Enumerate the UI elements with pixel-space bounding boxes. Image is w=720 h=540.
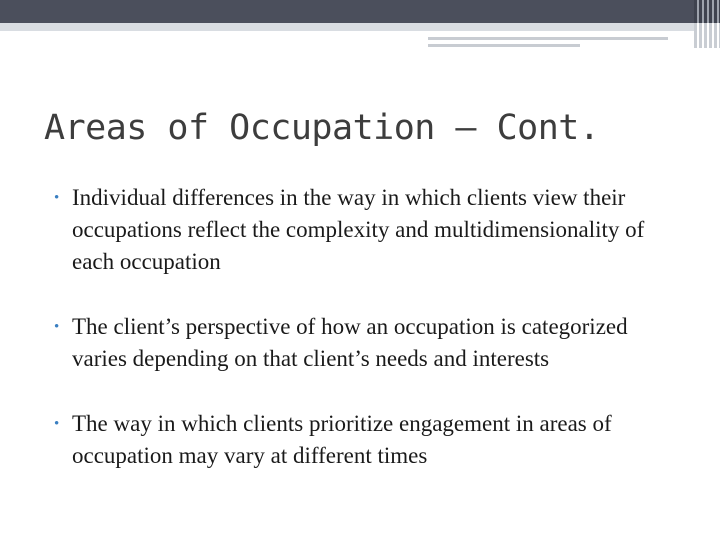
- accent-line: [428, 44, 580, 47]
- bullet-list: [50, 182, 670, 505]
- bullet-item: [50, 311, 670, 375]
- corner-stripes-light-decoration: [694, 23, 720, 48]
- bullet-marker-icon: •: [54, 190, 60, 206]
- top-decorative-band: [0, 0, 720, 23]
- bullet-item: [50, 182, 670, 278]
- bullet-item: [50, 408, 670, 472]
- bullet-text: Individual differences in the way in which clients view their occupations reflect the complexity and multidimensionality of each occupation: [72, 185, 645, 274]
- slide-title: Areas of Occupation – Cont.: [44, 108, 600, 148]
- band-accent-strip: [0, 23, 720, 31]
- bullet-text: The client’s perspective of how an occupation is categorized varies depending on that client’s needs and interests: [72, 314, 628, 371]
- bullet-text: The way in which clients prioritize engagement in areas of occupation may vary at different times: [72, 411, 612, 468]
- bullet-marker-icon: •: [54, 319, 60, 335]
- bullet-marker-icon: •: [54, 416, 60, 432]
- accent-line: [428, 37, 668, 40]
